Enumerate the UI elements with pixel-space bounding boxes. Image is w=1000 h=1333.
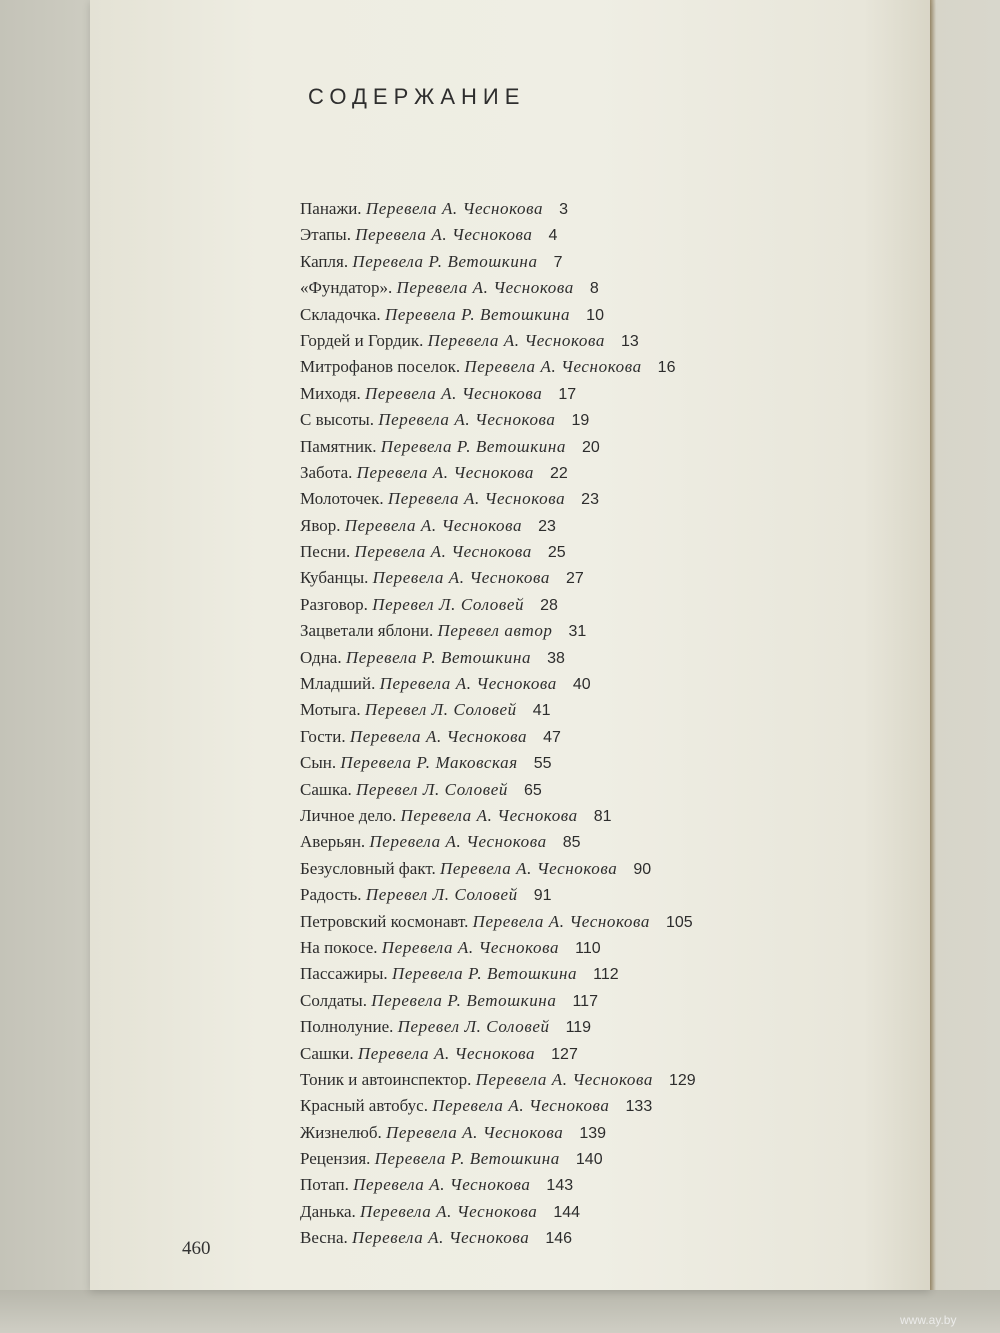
toc-entry-title: Солдаты. [300,990,367,1010]
toc-entry-page: 119 [565,1019,592,1037]
toc-entry-title: Радость. [300,885,362,905]
toc-entry [300,1120,900,1146]
toc-entry-translator: Перевела А. Чеснокова [356,462,534,482]
toc-entry [300,1014,900,1040]
toc-entry-page: 140 [575,1151,603,1169]
toc-entry [300,829,900,855]
toc-entry-page: 146 [545,1230,573,1248]
toc-entry [300,1067,900,1093]
toc-entry [300,302,900,328]
toc-entry [300,486,900,512]
toc-entry-translator: Перевела А. Чеснокова [475,1069,653,1089]
toc-entry-title: Молоточек. [300,489,384,509]
toc-entry-page: 7 [553,253,563,271]
toc-entry [300,750,900,776]
toc-entry-translator: Перевела Р. Ветошкина [345,647,532,667]
toc-entry-page: 139 [579,1124,607,1142]
toc-entry-title: Складочка. [300,304,381,324]
toc-entry-page: 8 [589,280,599,298]
toc-entry-page: 10 [586,306,604,324]
toc-entry [300,460,900,486]
toc-entry [300,222,900,248]
toc-entry-page: 110 [575,939,601,957]
toc-entry-title: Памятник. [300,436,377,456]
toc-entry [300,697,900,723]
table-of-contents [300,196,900,1252]
toc-entry-title: Сашка. [300,779,352,799]
toc-entry-page: 47 [543,728,561,746]
toc-entry-title: Аверьян. [300,832,366,852]
toc-entry-translator: Перевела А. Чеснокова [432,1096,610,1116]
toc-entry-translator: Перевела А. Чеснокова [349,726,528,746]
toc-entry-translator: Перевела А. Чеснокова [365,199,544,218]
toc-entry-page: 117 [572,992,598,1010]
toc-entry-translator: Перевела А. Чеснокова [372,568,550,588]
toc-entry [300,407,900,433]
toc-entry-title: Младший. [300,674,376,694]
toc-entry-title: С высоты. [300,410,374,430]
toc-entry-translator: Перевела А. Чеснокова [353,1175,531,1195]
page-number: 460 [182,1238,211,1259]
toc-entry [300,539,900,565]
toc-entry-translator: Перевела А. Чеснокова [369,832,547,852]
toc-entry-page: 23 [581,491,599,509]
toc-entry-page: 3 [559,201,569,218]
toc-entry-translator: Перевела А. Чеснокова [379,674,557,694]
toc-entry-title: Явор. [300,515,341,535]
toc-entry-translator: Перевел Л. Соловей [356,779,508,799]
toc-entry-translator: Перевела А. Чеснокова [386,1122,564,1142]
toc-entry [300,988,900,1014]
toc-entry-page: 127 [551,1045,578,1063]
toc-entry [300,565,900,591]
toc-entry [300,1172,900,1198]
toc-entry-translator: Перевела А. Чеснокова [381,937,560,957]
toc-entry-page: 90 [633,860,652,878]
toc-entry-page: 31 [568,623,587,641]
toc-entry [300,1146,900,1172]
toc-entry-translator: Перевела А. Чеснокова [378,410,556,430]
toc-entry-page: 19 [571,412,590,430]
toc-entry-translator: Перевела Р. Ветошкина [380,436,567,456]
toc-entry-translator: Перевела Р. Ветошкина [391,964,578,984]
toc-entry-title: Безусловный факт. [300,858,436,878]
toc-entry [300,354,900,380]
toc-entry-page: 16 [657,359,676,377]
toc-entry-title: Зацветали яблони. [300,621,434,641]
toc-entry [300,724,900,750]
toc-entry-page: 20 [582,438,600,456]
toc-entry-page: 55 [533,755,552,773]
toc-entry-translator: Перевела А. Чеснокова [352,1228,530,1248]
toc-entry [300,1199,900,1225]
toc-entry [300,381,900,407]
toc-entry-page: 143 [546,1177,574,1195]
toc-entry-translator: Перевела А. Чеснокова [396,278,574,298]
toc-entry-page: 133 [625,1098,653,1116]
toc-entry-page: 25 [547,544,566,562]
toc-entry-translator: Перевела Р. Ветошкина [374,1149,560,1169]
toc-entry [300,513,900,539]
toc-entry-title: Разговор. [300,594,368,614]
toc-entry-title: Жизнелюб. [300,1122,382,1142]
toc-entry-translator: Перевела А. Чеснокова [354,542,532,562]
toc-entry-translator: Перевел Л. Соловей [365,885,518,905]
toc-entry-title: Пассажиры. [300,964,388,984]
toc-entry-title: Забота. [300,462,353,482]
toc-entry-translator: Перевел Л. Соловей [397,1017,550,1037]
toc-entry [300,961,900,987]
toc-entry-title: Кубанцы. [300,568,369,588]
toc-entry-title: Гордей и Гордик. [300,330,424,350]
toc-entry-page: 38 [547,649,565,667]
toc-entry-title: Панажи. [300,199,362,218]
toc-entry-title: Петровский космонавт. [300,911,469,931]
toc-entry-translator: Перевела Р. Ветошкина [352,251,538,271]
toc-entry [300,328,900,354]
toc-entry-translator: Перевела А. Чеснокова [344,515,523,535]
toc-entry-title: Данька. [300,1201,356,1221]
toc-entry [300,645,900,671]
toc-entry [300,803,900,829]
toc-entry-title: Рецензия. [300,1149,371,1169]
toc-entry-page: 129 [668,1071,696,1089]
toc-entry-page: 4 [548,227,558,245]
toc-entry [300,249,900,275]
toc-entry-title: Песни. [300,542,351,562]
toc-entry [300,1093,900,1119]
toc-entry [300,777,900,803]
toc-entry [300,882,900,908]
toc-entry-page: 40 [572,676,591,694]
toc-entry-page: 22 [549,464,568,482]
toc-entry-page: 112 [593,966,619,984]
toc-entry-title: «Фундатор». [300,278,393,298]
toc-entry-title: Личное дело. [300,805,397,825]
toc-entry-title: Миходя. [300,383,361,403]
toc-entry-page: 23 [538,517,556,535]
toc-entry [300,618,900,644]
toc-entry-translator: Перевела Р. Ветошкина [384,304,571,324]
toc-entry-translator: Перевела А. Чеснокова [472,911,650,931]
book-spine-edge [918,0,1000,1333]
toc-entry [300,592,900,618]
toc-entry-title: Весна. [300,1228,348,1248]
toc-entry-page: 27 [565,570,584,588]
toc-entry-title: Капля. [300,251,349,271]
toc-entry-title: Сашки. [300,1043,354,1063]
toc-entry-page: 91 [533,887,552,905]
toc-entry-translator: Перевел Л. Соловей [364,700,517,720]
toc-entry-title: Тоник и автоинспектор. [300,1069,472,1089]
toc-entry-page: 13 [620,332,639,350]
toc-entry [300,935,900,961]
toc-entry-translator: Перевела А. Чеснокова [400,805,578,825]
toc-entry-page: 105 [665,913,693,931]
background-bottom [0,1290,1000,1333]
toc-entry-title: Полнолуние. [300,1017,394,1037]
contents-heading: СОДЕРЖАНИЕ [308,84,526,109]
toc-entry-translator: Перевел автор [437,621,553,641]
toc-entry-translator: Перевела А. Чеснокова [464,357,642,377]
toc-entry-page: 144 [553,1203,581,1221]
toc-entry [300,434,900,460]
watermark: www.ay.by [900,1313,957,1327]
toc-entry-title: Мотыга. [300,700,361,720]
toc-entry-translator: Перевела Р. Маковская [340,753,518,773]
toc-entry-page: 17 [558,385,577,403]
toc-entry-page: 28 [540,596,558,614]
toc-entry-translator: Перевела А. Чеснокова [440,858,618,878]
toc-entry-page: 85 [562,834,581,852]
toc-entry-translator: Перевела А. Чеснокова [387,489,566,509]
toc-entry [300,1225,900,1251]
toc-entry-title: Митрофанов поселок. [300,357,461,377]
toc-entry [300,275,900,301]
toc-entry-page: 41 [532,702,551,720]
toc-entry-title: На покосе. [300,937,378,957]
toc-entry [300,671,900,697]
toc-entry-translator: Перевела А. Чеснокова [427,330,605,350]
toc-entry-title: Потап. [300,1175,349,1195]
toc-entry-title: Красный автобус. [300,1096,428,1116]
toc-entry-translator: Перевела А. Чеснокова [360,1201,538,1221]
toc-entry-page: 65 [523,781,542,799]
toc-entry-title: Гости. [300,726,346,746]
background-left [0,0,90,1333]
toc-entry [300,856,900,882]
toc-entry [300,196,900,222]
toc-entry-page: 81 [593,807,612,825]
toc-entry [300,1041,900,1067]
toc-entry-translator: Перевела А. Чеснокова [355,225,533,245]
toc-entry-translator: Перевел Л. Соловей [372,594,525,614]
toc-entry-translator: Перевела Р. Ветошкина [371,990,557,1010]
toc-entry-title: Этапы. [300,225,351,245]
toc-entry-title: Сын. [300,753,337,773]
toc-entry-title: Одна. [300,647,342,667]
toc-entry [300,909,900,935]
toc-entry-translator: Перевела А. Чеснокова [357,1043,536,1063]
toc-entry-translator: Перевела А. Чеснокова [365,383,543,403]
